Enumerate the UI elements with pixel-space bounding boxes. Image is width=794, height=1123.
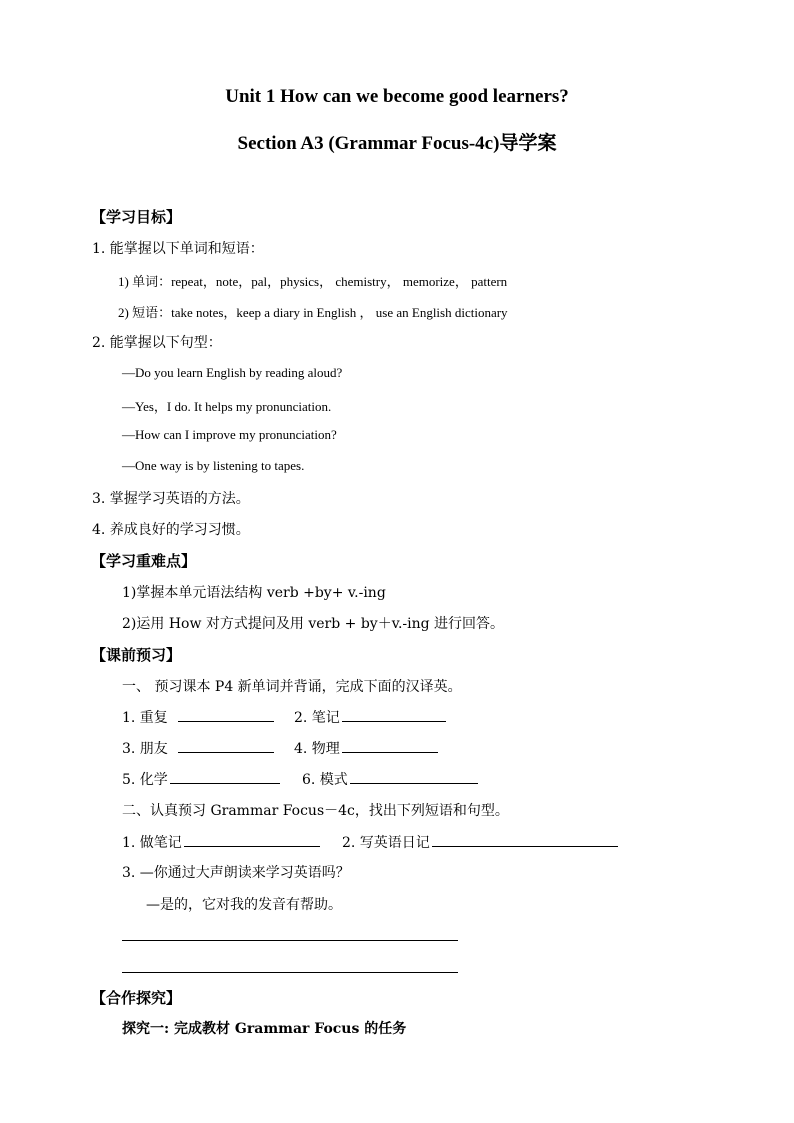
key-points-heading: 【学习重难点】 (91, 552, 197, 570)
key-point-1: 1)掌握本单元语法结构 verb +by+ v.-ing (122, 585, 386, 601)
objective-1: 1. 能掌握以下单词和短语： (92, 241, 264, 257)
objective-3: 3. 掌握学习英语的方法。 (92, 491, 250, 507)
sentence-pattern-3: —How can I improve my pronunciation? (122, 427, 337, 442)
vocab-label: 5. 化学 (122, 772, 168, 788)
question-3-line-1: 3. —你通过大声朗读来学习英语吗？ (122, 865, 350, 881)
answer-blank[interactable] (342, 738, 438, 753)
answer-blank[interactable] (184, 832, 320, 847)
phrase-item-2 (342, 832, 618, 852)
answer-blank[interactable] (178, 738, 274, 753)
answer-line-2[interactable] (122, 972, 458, 973)
objective-2: 2. 能掌握以下句型： (92, 335, 222, 351)
question-3-line-2: —是的，它对我的发音有帮助。 (146, 897, 342, 913)
key-point-2: 2)运用 How 对方式提问及用 verb + by＋v.-ing 进行回答。 (122, 616, 505, 632)
phrase-label: 2. 写英语日记 (342, 835, 430, 851)
vocab-item-4 (294, 738, 438, 758)
vocab-label: 2. 笔记 (294, 710, 340, 726)
vocab-item-5 (122, 769, 280, 789)
vocab-label: 6. 模式 (302, 772, 348, 788)
sentence-pattern-1: —Do you learn English by reading aloud? (122, 365, 343, 380)
phrase-label: 1. 做笔记 (122, 835, 182, 851)
objectives-heading: 【学习目标】 (91, 208, 182, 226)
phrase-item-1 (122, 832, 320, 852)
objective-1-words: 1) 单词：repeat，note，pal，physics， chemistry， memorize， pattern (118, 274, 508, 289)
answer-blank[interactable] (432, 832, 618, 847)
document-subtitle: Section A3 (Grammar Focus-4c)导学案 (237, 133, 557, 154)
answer-blank[interactable] (170, 769, 280, 784)
cooperation-task-1: 探究一: 完成教材 Grammar Focus 的任务 (122, 1021, 407, 1037)
preview-part-1: 一、 预习课本 P4 新单词并背诵，完成下面的汉译英。 (122, 679, 462, 695)
objective-1-phrases: 2) 短语：take notes，keep a diary in English ， use an English dictionary (118, 305, 508, 320)
vocab-item-1 (122, 707, 274, 727)
vocab-label: 1. 重复 (122, 710, 168, 726)
answer-line-1[interactable] (122, 940, 458, 941)
vocab-label: 4. 物理 (294, 741, 340, 757)
vocab-label: 3. 朋友 (122, 741, 168, 757)
document-title: Unit 1 How can we become good learners? (225, 86, 569, 107)
sentence-pattern-2: —Yes，I do. It helps my pronunciation. (122, 399, 332, 414)
objective-4: 4. 养成良好的学习习惯。 (92, 522, 250, 538)
answer-blank[interactable] (178, 707, 274, 722)
answer-blank[interactable] (350, 769, 478, 784)
preview-heading: 【课前预习】 (91, 646, 182, 664)
sentence-pattern-4: —One way is by listening to tapes. (122, 458, 305, 473)
vocab-item-6 (302, 769, 478, 789)
cooperation-heading: 【合作探究】 (91, 989, 182, 1007)
answer-blank[interactable] (342, 707, 446, 722)
vocab-item-2 (294, 707, 446, 727)
preview-part-2: 二、认真预习 Grammar Focus－4c，找出下列短语和句型。 (122, 803, 509, 819)
vocab-item-3 (122, 738, 274, 758)
